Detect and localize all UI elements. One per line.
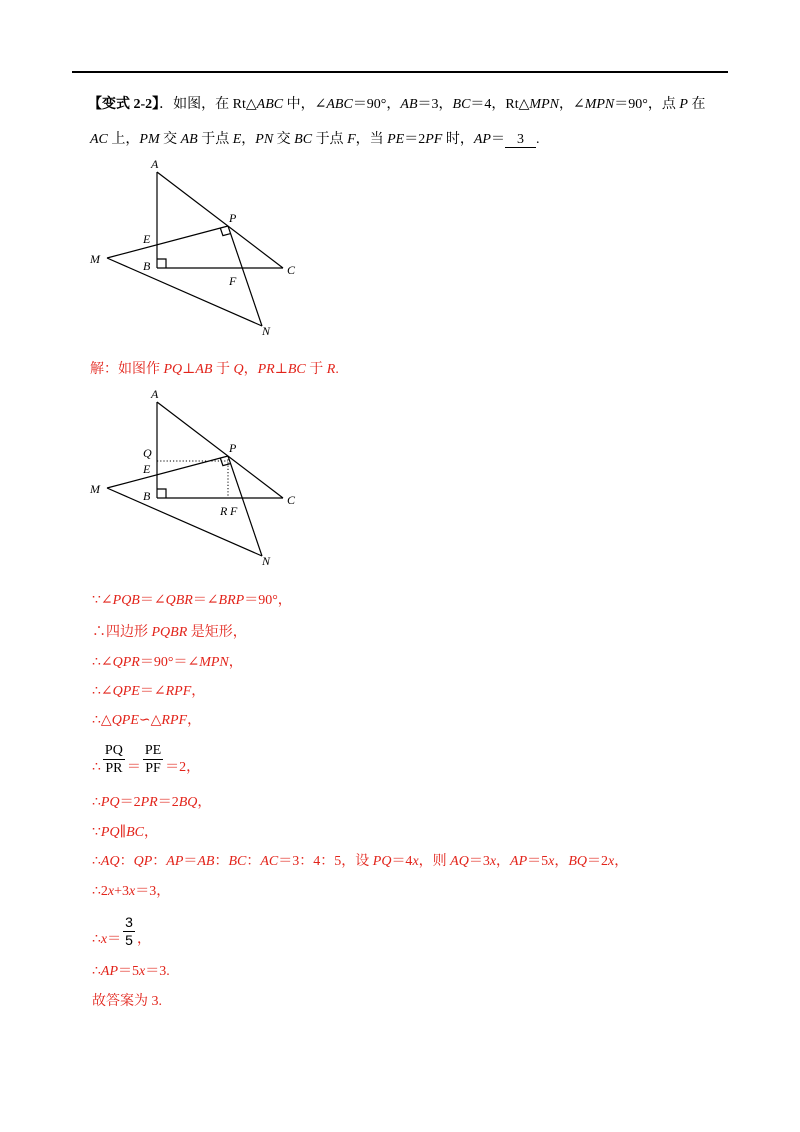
x-suffix: ， — [136, 932, 151, 947]
solution-step-10: ∴AP＝5x＝3. — [92, 964, 170, 979]
answer-blank: 3 — [505, 132, 536, 148]
label-c: C — [287, 263, 296, 277]
figure-2 — [80, 385, 310, 575]
solution-step-8: ∴AQ：QP：AP＝AB：BC：AC＝3：4：5，设 PQ＝4x，则 AQ＝3x，AP＝5x，BQ＝2x， — [92, 854, 629, 869]
label-q: Q — [143, 446, 152, 460]
label-n: N — [262, 324, 271, 338]
problem-text-2: AC 上，PM 交 AB 于点 E，PN 交 BC 于点 F，当 PE＝2PF 时，AP＝ — [90, 132, 505, 147]
label-a: A — [151, 387, 159, 401]
ratio-suffix: ＝2， — [165, 760, 201, 775]
label-e: E — [143, 462, 151, 476]
fraction-numerator: PQ — [104, 743, 123, 758]
ratio-prefix: ∴ — [92, 760, 101, 775]
label-a: A — [151, 157, 159, 171]
solution-step-2: ∴四边形 PQBR 是矩形， — [92, 625, 247, 640]
solution-ratio-line — [92, 742, 200, 777]
segment-ac — [157, 172, 283, 268]
fraction-denominator: 5 — [125, 932, 133, 948]
label-e: E — [143, 232, 151, 246]
solution-step-9: ∴2x+3x＝3， — [92, 884, 171, 899]
problem-line-2 — [90, 131, 539, 149]
fraction-pq-pr — [103, 742, 125, 777]
fraction-numerator: 3 — [125, 914, 133, 930]
problem-label: 【变式 2-2】 — [88, 97, 160, 112]
solution-step-7: ∵PQ∥BC， — [92, 825, 158, 840]
right-angle-b — [157, 489, 166, 498]
problem-line-1 — [88, 96, 705, 114]
x-prefix: ∴x＝ — [92, 932, 122, 947]
solution-step-6: ∴PQ＝2PR＝2BQ， — [92, 795, 212, 810]
fraction-pe-pf — [143, 742, 163, 777]
solution-step-5: ∴△QPE∽△RPF， — [92, 713, 202, 728]
label-n: N — [262, 554, 271, 568]
solution-step-3: ∴∠QPR＝90°＝∠MPN， — [92, 655, 243, 670]
ratio-mid: ＝ — [126, 760, 141, 775]
segment-ac — [157, 402, 283, 498]
solution-intro: 解：如图作 PQ⊥AB 于 Q，PR⊥BC 于 R. — [90, 362, 339, 377]
label-m: M — [90, 252, 100, 266]
problem-text-1: ．如图，在 Rt△ABC 中，∠ABC＝90°，AB＝3，BC＝4，Rt△MPN，∠MPN＝90°，点 P 在 — [159, 97, 706, 112]
label-b: B — [143, 259, 151, 273]
solution-step-1: ∵∠PQB＝∠QBR＝∠BRP＝90°， — [92, 593, 292, 608]
fraction-numerator: PE — [144, 743, 162, 758]
fraction-denominator: PF — [145, 761, 161, 776]
label-f: F — [230, 504, 238, 518]
right-angle-b — [157, 259, 166, 268]
fraction-three-fifths — [123, 914, 135, 949]
solution-x-line — [92, 914, 151, 949]
header-rule — [72, 71, 728, 73]
solution-step-4: ∴∠QPE＝∠RPF， — [92, 684, 206, 699]
problem-text-2-end: . — [535, 132, 540, 147]
label-r: R — [220, 504, 228, 518]
figure-1 — [80, 155, 310, 345]
label-p: P — [229, 211, 237, 225]
solution-final-answer: 故答案为 3. — [92, 994, 162, 1009]
segment-mp — [107, 226, 228, 258]
label-b: B — [143, 489, 151, 503]
label-p: P — [229, 441, 237, 455]
label-f: F — [229, 274, 237, 288]
fraction-denominator: PR — [105, 761, 123, 776]
label-c: C — [287, 493, 296, 507]
label-m: M — [90, 482, 100, 496]
